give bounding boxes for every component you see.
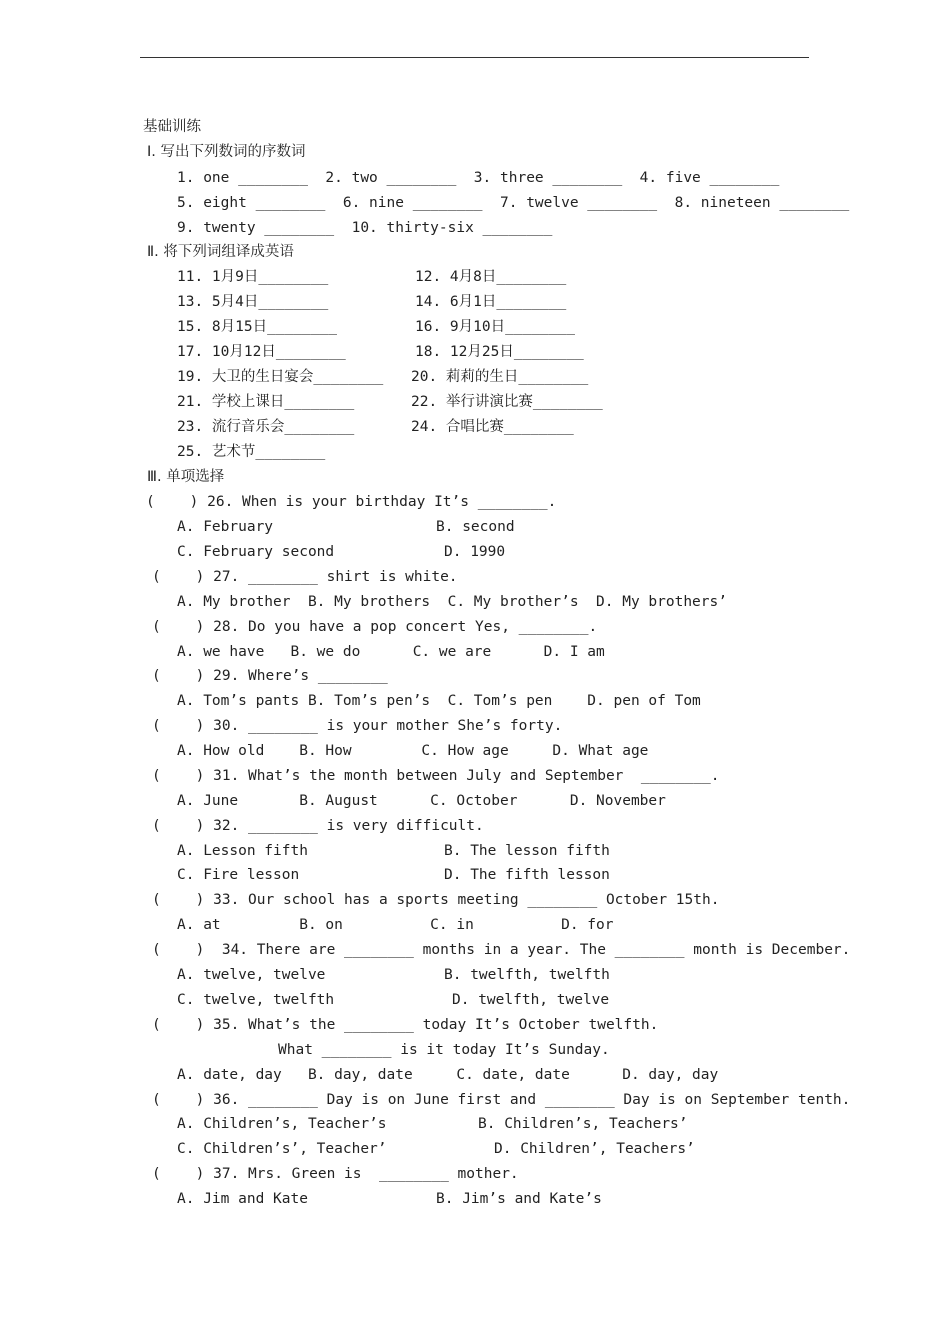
question-stem: ( ) 36. ________ Day is on June first and ________ Day is on September tenth. <box>152 1092 851 1108</box>
option-b: B. Children’s, Teachers’ <box>478 1116 688 1132</box>
options-row: A. How old B. How C. How age D. What age <box>177 743 649 759</box>
phrase-item: 13. 5月4日________ <box>177 294 329 310</box>
phrase-item: 11. 1月9日________ <box>177 269 329 285</box>
question-stem-line2: What ________ is it today It’s Sunday. <box>278 1042 610 1058</box>
options-row: A. date, day B. day, date C. date, date D. day, day <box>177 1067 719 1083</box>
option-a: A. twelve, twelve <box>177 967 326 983</box>
section2-heading: Ⅱ. 将下列词组译成英语 <box>147 244 294 260</box>
question-stem: ( ) 29. Where’s ________ <box>152 668 388 684</box>
page-title: 基础训练 <box>143 119 201 135</box>
phrase-item: 14. 6月1日________ <box>415 294 567 310</box>
section1-row: 1. one ________ 2. two ________ 3. three ________ 4. five ________ <box>177 170 780 186</box>
option-d: D. Children’, Teachers’ <box>494 1141 695 1157</box>
option-c: C. Fire lesson <box>177 867 300 883</box>
phrase-item: 17. 10月12日________ <box>177 344 346 360</box>
option-d: D. The fifth lesson <box>444 867 610 883</box>
options-row: A. at B. on C. in D. for <box>177 917 614 933</box>
question-stem: ( ) 28. Do you have a pop concert Yes, ________. <box>152 619 598 635</box>
question-stem: ( ) 32. ________ is very difficult. <box>152 818 484 834</box>
question-stem: ( ) 34. There are ________ months in a year. The ________ month is December. <box>152 942 851 958</box>
phrase-item: 24. 合唱比赛________ <box>411 419 574 435</box>
phrase-item: 20. 莉莉的生日________ <box>411 369 589 385</box>
phrase-item: 12. 4月8日________ <box>415 269 567 285</box>
option-a: A. Lesson fifth <box>177 843 308 859</box>
section1-heading: Ⅰ. 写出下列数词的序数词 <box>147 144 306 160</box>
option-c: C. February second <box>177 544 335 560</box>
header-rule <box>140 57 809 58</box>
option-b: B. The lesson fifth <box>444 843 610 859</box>
option-d: D. twelfth, twelve <box>452 992 610 1008</box>
option-a: A. February <box>177 519 274 535</box>
options-row: A. My brother B. My brothers C. My brother’s D. My brothers’ <box>177 594 727 610</box>
question-stem: ( ) 27. ________ shirt is white. <box>152 569 458 585</box>
phrase-item: 16. 9月10日________ <box>415 319 575 335</box>
phrase-item: 22. 举行讲演比赛________ <box>411 394 603 410</box>
option-c: C. twelve, twelfth <box>177 992 335 1008</box>
option-a: A. Jim and Kate <box>177 1191 308 1207</box>
option-c: C. Children’s’, Teacher’ <box>177 1141 387 1157</box>
option-b: B. second <box>436 519 515 535</box>
question-stem: ( ) 26. When is your birthday It’s ________. <box>146 494 557 510</box>
phrase-item: 21. 学校上课日________ <box>177 394 355 410</box>
question-stem: ( ) 33. Our school has a sports meeting ________ October 15th. <box>152 892 720 908</box>
option-d: D. 1990 <box>444 544 506 560</box>
option-a: A. Children’s, Teacher’s <box>177 1116 387 1132</box>
options-row: A. June B. August C. October D. November <box>177 793 666 809</box>
question-stem: ( ) 30. ________ is your mother She’s forty. <box>152 718 563 734</box>
question-stem: ( ) 31. What’s the month between July and September ________. <box>152 768 720 784</box>
options-row: A. Tom’s pants B. Tom’s pen’s C. Tom’s pen D. pen of Tom <box>177 693 701 709</box>
phrase-item: 15. 8月15日________ <box>177 319 337 335</box>
phrase-item: 25. 艺术节________ <box>177 444 326 460</box>
options-row: A. we have B. we do C. we are D. I am <box>177 644 605 660</box>
phrase-item: 23. 流行音乐会________ <box>177 419 355 435</box>
section3-heading: Ⅲ. 单项选择 <box>147 469 225 485</box>
question-stem: ( ) 35. What’s the ________ today It’s October twelfth. <box>152 1017 659 1033</box>
option-b: B. Jim’s and Kate’s <box>436 1191 602 1207</box>
section1-row: 9. twenty ________ 10. thirty-six ________ <box>177 220 553 236</box>
question-stem: ( ) 37. Mrs. Green is ________ mother. <box>152 1166 519 1182</box>
phrase-item: 19. 大卫的生日宴会________ <box>177 369 384 385</box>
phrase-item: 18. 12月25日________ <box>415 344 584 360</box>
option-b: B. twelfth, twelfth <box>444 967 610 983</box>
section1-row: 5. eight ________ 6. nine ________ 7. twelve ________ 8. nineteen ________ <box>177 195 850 211</box>
